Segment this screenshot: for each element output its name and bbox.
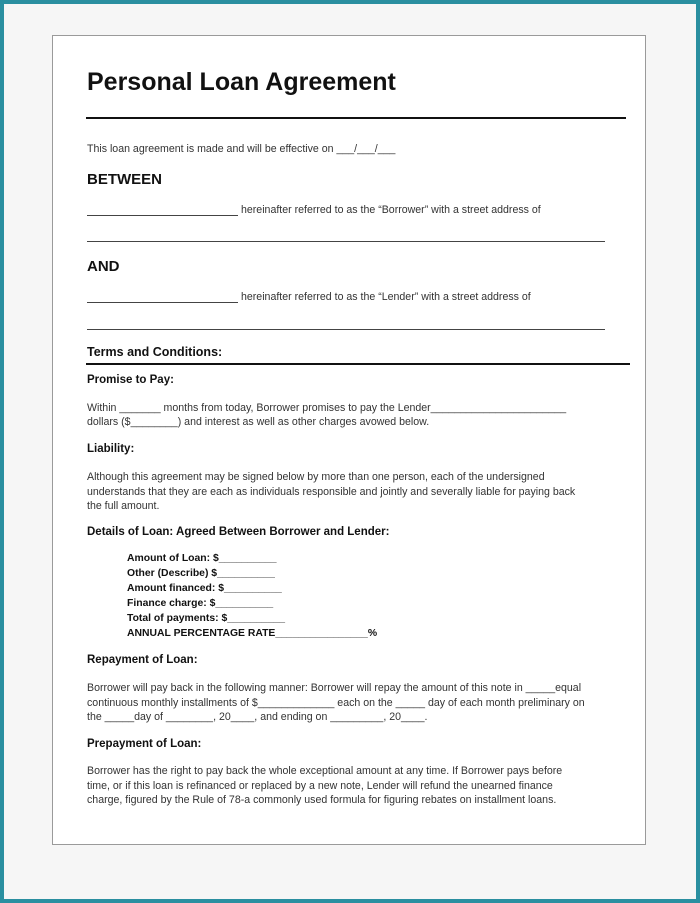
and-heading: AND: [87, 258, 120, 275]
promise-heading: Promise to Pay:: [87, 374, 174, 386]
repayment-line-1: Borrower will pay back in the following manner: Borrower will repay the amount of this note in _____equal: [87, 682, 582, 694]
borrower-name-blank: [87, 215, 238, 216]
lender-address-blank: [87, 329, 605, 330]
title-rule: [86, 117, 626, 119]
promise-line-1: Within _______ months from today, Borrower promises to pay the Lender_______________________: [87, 402, 567, 414]
borrower-address-blank: [87, 241, 605, 242]
detail-apr: ANNUAL PERCENTAGE RATE________________%: [127, 628, 378, 639]
detail-amount-financed: Amount financed: $__________: [127, 583, 282, 594]
liability-line-3: the full amount.: [87, 500, 160, 512]
lender-name-blank: [87, 302, 238, 303]
repayment-line-2: continuous monthly installments of $_____________ each on the _____ day of each month preliminary on: [87, 697, 585, 709]
detail-amount-of-loan: Amount of Loan: $__________: [127, 553, 277, 564]
liability-line-2: understands that they are each as individuals responsible and jointly and severally liable for paying back: [87, 486, 576, 498]
liability-line-1: Although this agreement may be signed below by more than one person, each of the undersigned: [87, 471, 545, 483]
document-title: Personal Loan Agreement: [87, 68, 396, 96]
promise-line-2: dollars ($________) and interest as well as other charges avowed below.: [87, 416, 430, 428]
prepayment-line-1: Borrower has the right to pay back the whole exceptional amount at any time. If Borrower pays before: [87, 765, 563, 777]
prepayment-line-2: time, or if this loan is refinanced or replaced by a new note, Lender will refund the unearned finance: [87, 780, 553, 792]
effective-date-line: This loan agreement is made and will be effective on ___/___/___: [87, 143, 396, 155]
detail-finance-charge: Finance charge: $__________: [127, 598, 274, 609]
between-heading: BETWEEN: [87, 171, 162, 188]
document-page: [52, 35, 646, 845]
details-heading: Details of Loan: Agreed Between Borrower and Lender:: [87, 526, 390, 538]
detail-other: Other (Describe) $__________: [127, 568, 275, 579]
prepayment-heading: Prepayment of Loan:: [87, 738, 202, 750]
liability-heading: Liability:: [87, 443, 135, 455]
repayment-heading: Repayment of Loan:: [87, 654, 198, 666]
lender-line: hereinafter referred to as the “Lender” with a street address of: [241, 291, 531, 303]
detail-total-of-payments: Total of payments: $__________: [127, 613, 286, 624]
terms-rule: [86, 363, 630, 365]
borrower-line: hereinafter referred to as the “Borrower” with a street address of: [241, 204, 541, 216]
terms-heading: Terms and Conditions:: [87, 345, 223, 359]
prepayment-line-3: charge, figured by the Rule of 78-a commonly used formula for figuring rebates on installment loans.: [87, 794, 557, 806]
repayment-line-3: the _____day of ________, 20____, and ending on _________, 20____.: [87, 711, 428, 723]
